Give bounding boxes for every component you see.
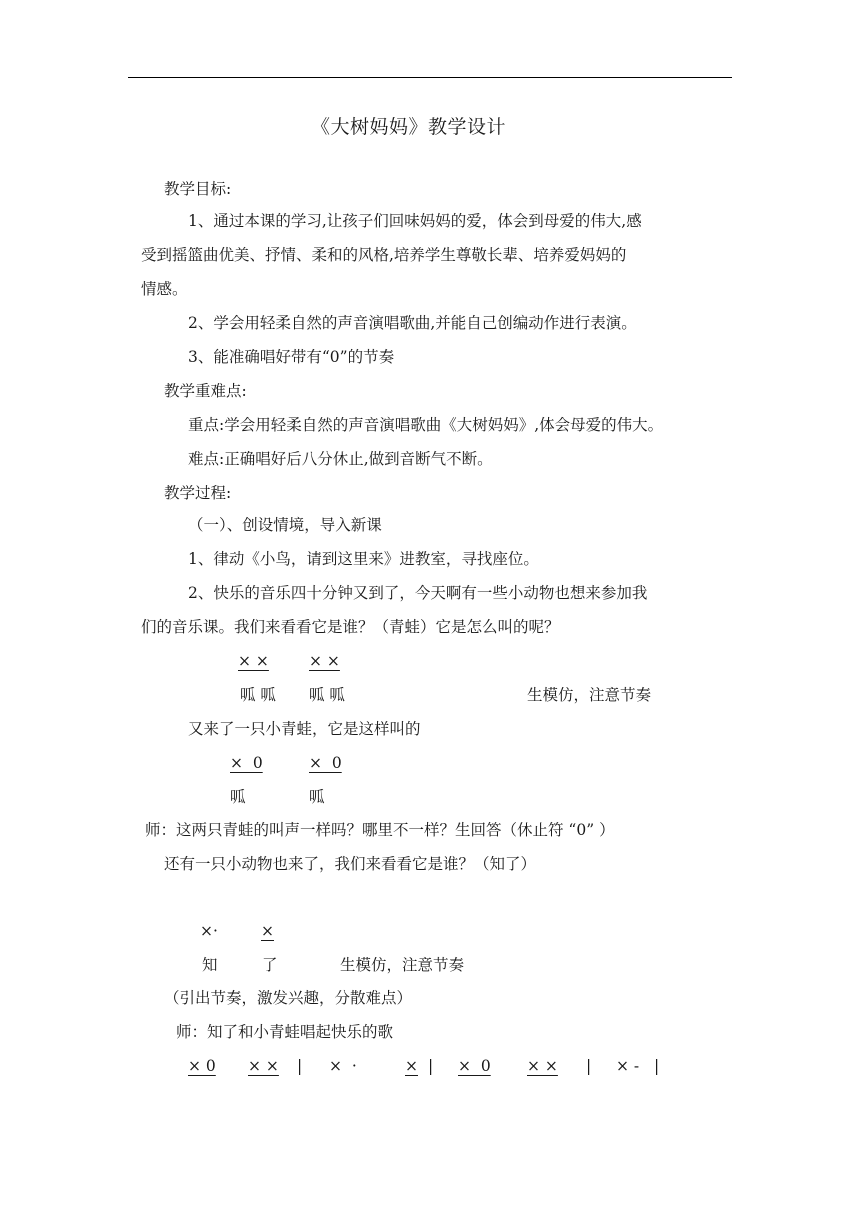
frog1-lyric-a: 呱 呱 (240, 686, 276, 704)
teacher-question: 师：这两只青蛙的叫声一样吗？哪里不一样？生回答（休止符 “0” ） (145, 821, 615, 839)
section-1-title: （一）、创设情境，导入新课 (188, 516, 382, 534)
final-rhythm-bar-3: | (586, 1057, 592, 1075)
final-rhythm-m1a: × 0 (188, 1057, 216, 1075)
step-2-line-1: 2、快乐的音乐四十分钟又到了，今天啊有一些小动物也想来参加我 (188, 584, 648, 602)
key-point-focus: 重点:学会用轻柔自然的声音演唱歌曲《大树妈妈》,体会母爱的伟大。 (188, 416, 664, 434)
objective-1-line-3: 情感。 (141, 280, 188, 298)
cicada-lyric-b: 了 (262, 956, 278, 974)
frog2-rhythm-a: × 0 (230, 754, 263, 772)
cicada-lyric-a: 知 (202, 956, 218, 974)
objective-3: 3、能准确唱好带有“0”的节奏 (188, 348, 395, 366)
objective-1-line-1: 1、通过本课的学习,让孩子们回味妈妈的爱，体会到母爱的伟大,感 (188, 212, 642, 230)
final-rhythm-m3b: × × (527, 1057, 558, 1075)
frog1-rhythm-a: × × (238, 652, 269, 670)
process-heading: 教学过程: (164, 484, 232, 502)
final-rhythm-m4: × - (616, 1057, 640, 1075)
header-rule (128, 77, 732, 78)
objective-2: 2、学会用轻柔自然的声音演唱歌曲,并能自己创编动作进行表演。 (188, 314, 637, 332)
key-point-difficulty: 难点:正确唱好后八分休止,做到音断气不断。 (188, 450, 493, 468)
cicada-rhythm-a: ×· (200, 922, 218, 940)
cicada-note: 生模仿，注意节奏 (340, 956, 465, 974)
final-rhythm-bar-1: | (297, 1057, 303, 1075)
objective-1-line-2: 受到摇篮曲优美、抒情、柔和的风格,培养学生尊敬长辈、培养爱妈妈的 (141, 246, 627, 264)
frog1-lyric-b: 呱 呱 (309, 686, 345, 704)
purpose-note: （引出节奏，激发兴趣，分散难点） (164, 989, 413, 1007)
final-rhythm-m3a: × 0 (458, 1057, 491, 1075)
final-rhythm-bar-2: | (428, 1057, 434, 1075)
page-title: 《大树妈妈》教学设计 (311, 116, 507, 138)
frog1-rhythm-b: × × (309, 652, 340, 670)
key-points-heading: 教学重难点: (164, 382, 247, 400)
cicada-intro: 还有一只小动物也来了，我们来看看它是谁？（知了） (164, 855, 537, 873)
step-2-line-2: 们的音乐课。我们来看看它是谁？（青蛙）它是怎么叫的呢？ (141, 618, 560, 636)
objectives-heading: 教学目标: (164, 180, 232, 198)
cicada-rhythm-b: × (261, 922, 274, 940)
final-rhythm-m2b: × (405, 1057, 418, 1075)
frog2-lyric-a: 呱 (230, 788, 246, 806)
frog2-intro: 又来了一只小青蛙，它是这样叫的 (188, 720, 421, 738)
final-rhythm-m1b: × × (248, 1057, 279, 1075)
step-1: 1、律动《小鸟，请到这里来》进教室，寻找座位。 (188, 550, 539, 568)
final-rhythm-bar-4: | (654, 1057, 660, 1075)
frog2-rhythm-b: × 0 (309, 754, 342, 772)
final-rhythm-m2a: × · (329, 1057, 357, 1075)
frog1-note: 生模仿，注意节奏 (527, 686, 652, 704)
teacher-song-line: 师：知了和小青蛙唱起快乐的歌 (176, 1023, 394, 1041)
frog2-lyric-b: 呱 (309, 788, 325, 806)
